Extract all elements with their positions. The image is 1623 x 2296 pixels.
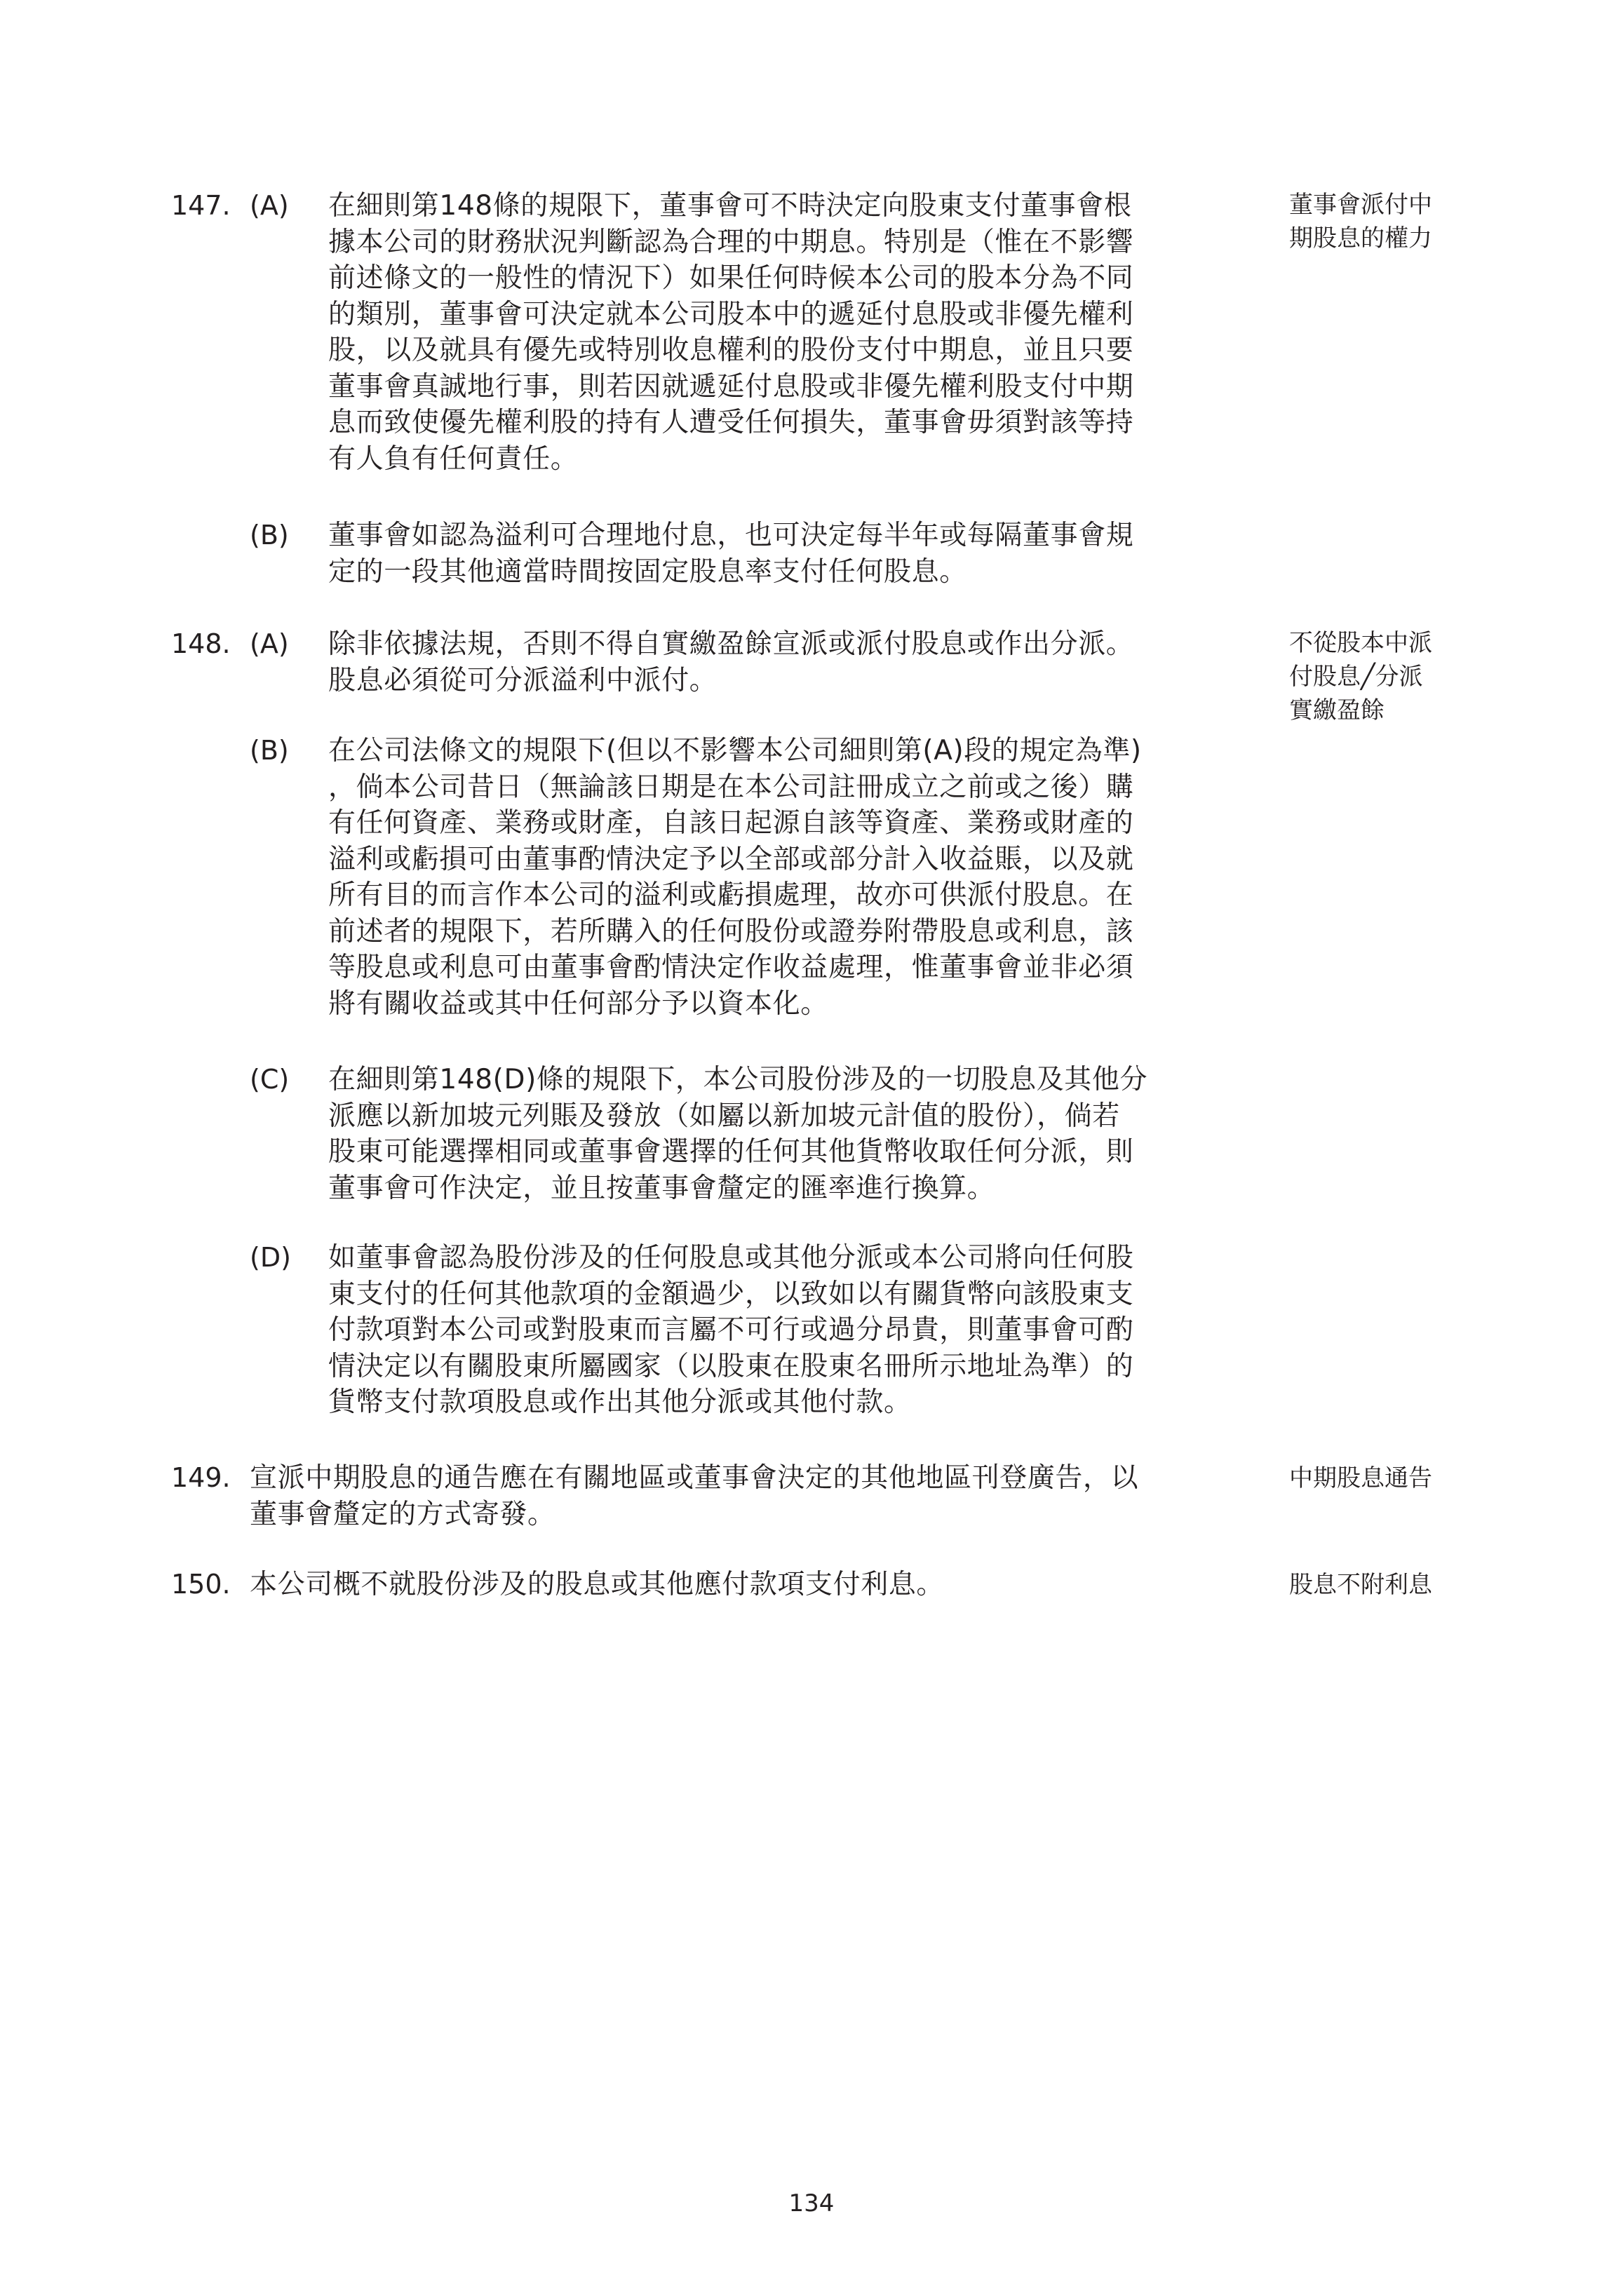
side-note-line: 實繳盈餘 — [1289, 696, 1385, 724]
paragraph-label-b: (B) — [250, 735, 289, 766]
paragraph-label-a: (A) — [250, 190, 289, 221]
article-148-paragraph-c — [328, 1062, 1147, 1206]
paragraph-label-a: (A) — [250, 628, 289, 659]
text-line: 本公司概不就股份涉及的股息或其他應付款項支付利息。 — [250, 1569, 945, 1600]
side-note-line: 中期股息通告 — [1289, 1464, 1432, 1492]
paragraph-label-d: (D) — [250, 1242, 291, 1273]
side-note-line: 期股息的權力 — [1289, 224, 1432, 252]
article-150-body — [250, 1567, 944, 1603]
text-line: 息而致使優先權利股的持有人遭受任何損失，董事會毋須對該等持 — [328, 407, 1134, 438]
article-149-body — [250, 1460, 1138, 1532]
article-number: 150. — [171, 1569, 231, 1600]
text-line: 宣派中期股息的通告應在有關地區或董事會決定的其他地區刊登廣告，以 — [250, 1462, 1139, 1494]
text-line: 將有關收益或其中任何部分予以資本化。 — [328, 987, 828, 1020]
text-line: 有人負有任何責任。 — [328, 443, 579, 475]
article-148-paragraph-a — [328, 626, 1133, 698]
text-line: 前述條文的一般性的情況下）如果任何時候本公司的股本分為不同 — [328, 262, 1134, 294]
paragraph-label-b: (B) — [250, 520, 289, 551]
text-line: 東支付的任何其他款項的金額過少，以致如以有關貨幣向該股東支 — [328, 1278, 1134, 1310]
side-note-148 — [1289, 626, 1457, 727]
text-line: 在細則第148(D)條的規限下，本公司股份涉及的一切股息及其他分 — [328, 1064, 1148, 1095]
text-line: 除非依據法規，否則不得自實繳盈餘宣派或派付股息或作出分派。 — [328, 628, 1134, 660]
text-line: 溢利或虧損可由董事酌情決定予以全部或部分計入收益賬，以及就 — [328, 843, 1134, 875]
text-line: 董事會可作決定，並且按董事會釐定的匯率進行換算。 — [328, 1172, 995, 1204]
side-note-149 — [1289, 1461, 1457, 1495]
side-note-line: 股息不附利息 — [1289, 1571, 1432, 1599]
text-line: ，倘本公司昔日（無論該日期是在本公司註冊成立之前或之後）購 — [328, 771, 1134, 803]
text-line: 董事會釐定的方式寄發。 — [250, 1498, 555, 1530]
text-line: 股，以及就具有優先或特別收息權利的股份支付中期息，並且只要 — [328, 335, 1134, 366]
text-line: 定的一段其他適當時間按固定股息率支付任何股息。 — [328, 555, 967, 588]
text-line: 在公司法條文的規限下(但以不影響本公司細則第(A)段的規定為準) — [328, 735, 1142, 767]
text-line: 董事會如認為溢利可合理地付息，也可決定每半年或每隔董事會規 — [328, 520, 1134, 551]
text-line: 等股息或利息可由董事會酌情決定作收益處理，惟董事會並非必須 — [328, 952, 1134, 983]
article-147-paragraph-b — [328, 518, 1133, 590]
side-note-line: 付股息╱分派 — [1289, 663, 1423, 691]
text-line: 股息必須從可分派溢利中派付。 — [328, 664, 718, 696]
text-line: 據本公司的財務狀況判斷認為合理的中期息。特別是（惟在不影響 — [328, 226, 1134, 258]
text-line: 付款項對本公司或對股東而言屬不可行或過分昂貴，則董事會可酌 — [328, 1314, 1134, 1346]
article-148-paragraph-b — [328, 733, 1142, 1022]
article-147-paragraph-a — [328, 188, 1133, 477]
text-line: 的類別，董事會可決定就本公司股本中的遞延付息股或非優先權利 — [328, 298, 1134, 330]
text-line: 貨幣支付款項股息或作出其他分派或其他付款。 — [328, 1386, 912, 1418]
text-line: 有任何資產、業務或財產，自該日起源自該等資產、業務或財產的 — [328, 807, 1134, 839]
side-note-150 — [1289, 1568, 1457, 1602]
text-line: 在細則第148條的規限下，董事會可不時決定向股東支付董事會根 — [328, 190, 1132, 222]
text-line: 所有目的而言作本公司的溢利或虧損處理，故亦可供派付股息。在 — [328, 879, 1134, 911]
article-number: 147. — [171, 190, 231, 221]
text-line: 前述者的規限下，若所購入的任何股份或證券附帶股息或利息，該 — [328, 915, 1134, 947]
text-line: 情決定以有關股東所屬國家（以股東在股東名冊所示地址為準）的 — [328, 1350, 1134, 1382]
text-line: 董事會真誠地行事，則若因就遞延付息股或非優先權利股支付中期 — [328, 370, 1134, 403]
paragraph-label-c: (C) — [250, 1064, 290, 1095]
text-line: 如董事會認為股份涉及的任何股息或其他分派或本公司將向任何股 — [328, 1242, 1134, 1274]
side-note-line: 董事會派付中 — [1289, 191, 1432, 219]
side-note-147 — [1289, 188, 1457, 255]
side-note-line: 不從股本中派 — [1289, 629, 1432, 657]
article-number: 149. — [171, 1462, 231, 1493]
text-line: 派應以新加坡元列賬及發放（如屬以新加坡元計值的股份），倘若 — [328, 1100, 1120, 1132]
text-line: 股東可能選擇相同或董事會選擇的任何其他貨幣收取任何分派，則 — [328, 1136, 1134, 1168]
article-number: 148. — [171, 628, 231, 659]
article-148-paragraph-d — [328, 1240, 1133, 1421]
page-number: 134 — [788, 2189, 835, 2217]
